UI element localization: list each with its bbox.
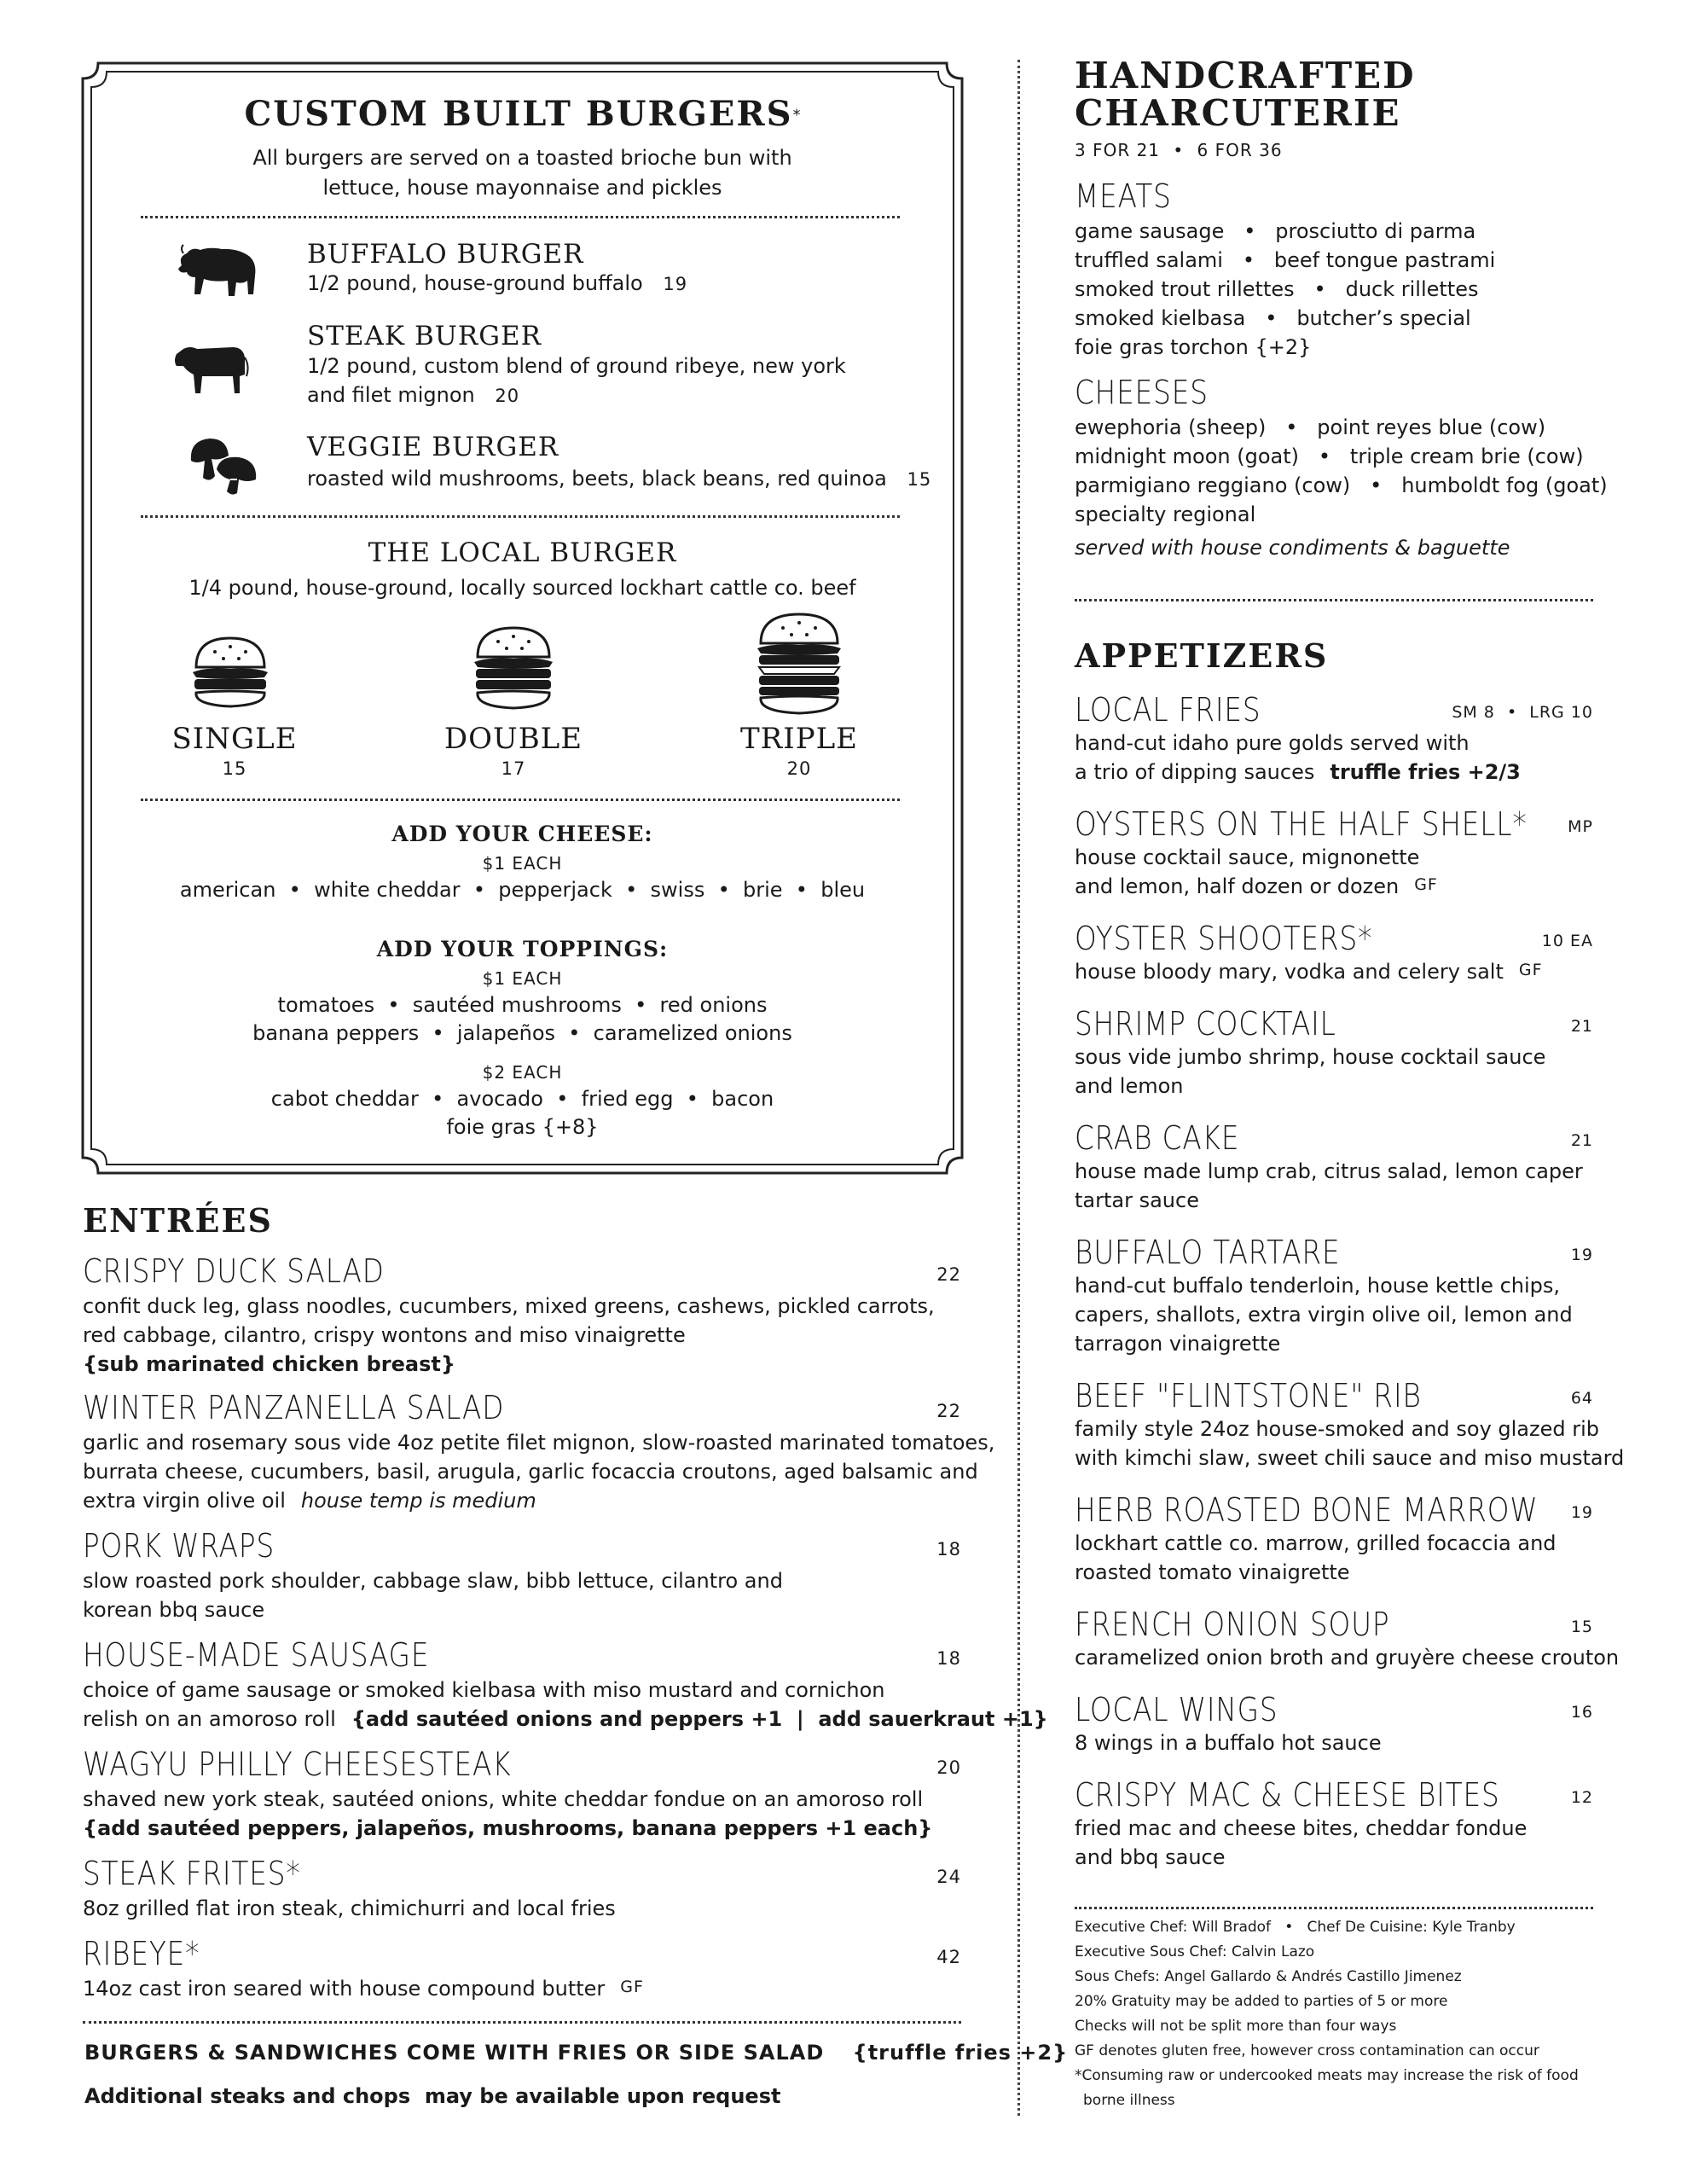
entree-name: WAGYU PHILLY CHEESESTEAK <box>83 1745 512 1783</box>
appetizer-name: LOCAL FRIES <box>1075 691 1261 729</box>
cheese-options: american • white cheddar • pepperjack • swiss • brie • bleu <box>179 878 866 902</box>
cheese-line: ewephoria (sheep) • point reyes blue (cow) <box>1075 415 1546 439</box>
entrees-footer-1 <box>84 2041 1068 2065</box>
cheese-title: ADD YOUR CHEESE: <box>391 822 653 846</box>
steak-burger-desc-2 <box>307 380 519 410</box>
appetizer-item <box>1075 920 1593 1005</box>
veggie-burger-desc-text: roasted wild mushrooms, beets, black beans, red quinoa <box>307 467 887 491</box>
double-burger-icon <box>469 623 559 712</box>
buffalo-burger-name: BUFFALO BURGER <box>307 239 584 270</box>
entree-item <box>83 1527 961 1636</box>
appetizer-price: 21 <box>1570 1017 1593 1036</box>
single-burger-icon <box>188 633 273 710</box>
entree-item <box>83 1252 961 1389</box>
size-single-price: 15 <box>222 758 247 779</box>
appetizer-desc-line: and lemon <box>1075 1074 1184 1098</box>
local-burger-title: THE LOCAL BURGER <box>368 537 677 568</box>
meat-line: smoked kielbasa • butcher’s special <box>1075 306 1471 330</box>
appetizer-gf: GF <box>1518 961 1543 979</box>
toppings-line-3: cabot cheddar • avocado • fried egg • bacon <box>270 1087 774 1111</box>
burgers-title-text: CUSTOM BUILT BURGERS <box>244 94 793 134</box>
charcuterie-served: served with house condiments & baguette <box>1075 536 1510 560</box>
cheese-line: midnight moon (goat) • triple cream brie (cow) <box>1075 444 1584 468</box>
entree-item <box>83 1855 961 1935</box>
veggie-burger-name: VEGGIE BURGER <box>307 432 559 462</box>
entree-item <box>83 1636 1048 1745</box>
entree-price: 18 <box>936 1648 961 1669</box>
credit-line: GF denotes gluten free, however cross contamination can occur <box>1075 2042 1539 2059</box>
appetizer-item <box>1075 1776 1593 1879</box>
meats-title: MEATS <box>1075 177 1172 215</box>
appetizer-price: 10 EA <box>1541 932 1593 950</box>
size-single-name: SINGLE <box>171 722 298 756</box>
appetizer-item <box>1075 1119 1593 1234</box>
appetizer-price: MP <box>1568 817 1593 836</box>
divider <box>141 515 900 518</box>
appetizer-desc-line: 8 wings in a buffalo hot sauce <box>1075 1731 1382 1755</box>
veggie-burger-desc <box>307 464 931 494</box>
appetizer-bold-inline: truffle fries +2/3 <box>1330 760 1521 784</box>
toppings-title: ADD YOUR TOPPINGS: <box>376 937 669 961</box>
credit-line: Executive Sous Chef: Calvin Lazo <box>1075 1943 1315 1960</box>
entree-name: STEAK FRITES* <box>83 1855 301 1892</box>
entree-item <box>83 1389 995 1527</box>
appetizer-desc-line: and lemon, half dozen or dozen <box>1075 874 1400 898</box>
credit-line: Checks will not be split more than four ways <box>1075 2018 1397 2035</box>
entree-desc-line: shaved new york steak, sautéed onions, white cheddar fondue on an amoroso roll <box>83 1787 924 1811</box>
credit-line: *Consuming raw or undercooked meats may increase the risk of food <box>1075 2067 1579 2084</box>
appetizer-name: FRENCH ONION SOUP <box>1075 1606 1390 1643</box>
charcuterie-title-2: CHARCUTERIE <box>1075 92 1401 134</box>
appetizer-name: OYSTER SHOOTERS* <box>1075 920 1373 957</box>
appetizer-price: 19 <box>1570 1246 1593 1264</box>
entree-desc-line: garlic and rosemary sous vide 4oz petite filet mignon, slow-roasted marinated tomatoes, <box>83 1431 995 1455</box>
entree-desc-line: 14oz cast iron seared with house compound butter <box>83 1977 606 2001</box>
appetizer-price: 15 <box>1570 1618 1593 1636</box>
appetizer-desc-line: house bloody mary, vodka and celery salt <box>1075 960 1504 984</box>
burgers-title-mark: * <box>792 106 801 125</box>
charcuterie-title-1: HANDCRAFTED <box>1075 55 1416 96</box>
appetizer-name: HERB ROASTED BONE MARROW <box>1075 1491 1539 1529</box>
entree-name: RIBEYE* <box>83 1935 200 1972</box>
steak-burger-price: 20 <box>495 386 520 406</box>
appetizer-item <box>1075 1005 1593 1119</box>
entree-price: 22 <box>936 1264 961 1285</box>
credit-line: Executive Chef: Will Bradof • Chef De Cuisine: Kyle Tranby <box>1075 1919 1516 1936</box>
local-burger-desc: 1/4 pound, house-ground, locally sourced lockhart cattle co. beef <box>188 576 856 600</box>
toppings-price-note-1: $1 EACH <box>482 968 563 989</box>
appetizer-item <box>1075 1691 1593 1776</box>
size-triple-price: 20 <box>786 758 812 779</box>
appetizer-price: 19 <box>1570 1503 1593 1522</box>
appetizer-price: 21 <box>1570 1131 1593 1150</box>
entree-name: HOUSE-MADE SAUSAGE <box>83 1636 430 1674</box>
steak-burger-desc: 1/2 pound, custom blend of ground ribeye, new york <box>307 354 846 378</box>
appetizer-desc-line: with kimchi slaw, sweet chili sauce and miso mustard <box>1075 1446 1625 1470</box>
entrees-footer-1-text: BURGERS & SANDWICHES COME WITH FRIES OR SIDE SALAD <box>84 2041 825 2065</box>
appetizer-desc-line: tartar sauce <box>1075 1188 1199 1212</box>
charcuterie-pricing: 3 FOR 21 • 6 FOR 36 <box>1075 140 1283 160</box>
appetizer-name: BUFFALO TARTARE <box>1075 1234 1341 1271</box>
burgers-title <box>81 94 964 134</box>
appetizer-desc-line: fried mac and cheese bites, cheddar fondue <box>1075 1816 1528 1840</box>
appetizer-price: 64 <box>1570 1389 1593 1408</box>
appetizer-name: OYSTERS ON THE HALF SHELL* <box>1075 805 1528 843</box>
appetizer-name: CRISPY MAC & CHEESE BITES <box>1075 1776 1500 1814</box>
entree-name: CRISPY DUCK SALAD <box>83 1252 385 1290</box>
entree-extra-inline: {add sautéed onions and peppers +1 | add sauerkraut +1} <box>351 1707 1048 1731</box>
entree-price: 18 <box>936 1539 961 1560</box>
meat-line: smoked trout rillettes • duck rillettes <box>1075 277 1479 301</box>
appetizer-desc-line: family style 24oz house-smoked and soy glazed rib <box>1075 1417 1600 1441</box>
meat-line: foie gras torchon {+2} <box>1075 335 1312 359</box>
entree-desc-line: burrata cheese, cucumbers, basil, arugula, garlic focaccia croutons, aged balsamic and <box>83 1460 978 1484</box>
appetizer-item <box>1075 1606 1620 1691</box>
toppings-line-4: foie gras {+8} <box>446 1115 599 1139</box>
charcuterie-pricing-a: 3 FOR 21 <box>1075 140 1161 160</box>
appetizer-desc-line: sous vide jumbo shrimp, house cocktail sauce <box>1075 1045 1546 1069</box>
toppings-line-2: banana peppers • jalapeños • caramelized onions <box>252 1021 792 1045</box>
appetizer-item <box>1075 1491 1593 1606</box>
appetizer-desc-line: caramelized onion broth and gruyère cheese crouton <box>1075 1646 1620 1670</box>
appetizer-desc-line: house made lump crab, citrus salad, lemon caper <box>1075 1159 1583 1183</box>
appetizer-name: LOCAL WINGS <box>1075 1691 1278 1728</box>
appetizer-desc-line: and bbq sauce <box>1075 1845 1226 1869</box>
appetizer-desc-line: capers, shallots, extra virgin olive oil, lemon and <box>1075 1303 1573 1327</box>
entree-price: 24 <box>936 1867 961 1887</box>
mushroom-icon <box>186 435 261 497</box>
appetizer-desc-line: a trio of dipping sauces <box>1075 760 1315 784</box>
entree-price: 22 <box>936 1401 961 1421</box>
appetizer-desc-line: roasted tomato vinaigrette <box>1075 1560 1350 1584</box>
appetizer-desc-line: lockhart cattle co. marrow, grilled focaccia and <box>1075 1531 1557 1555</box>
credit-line: borne illness <box>1083 2092 1175 2109</box>
entree-desc-line: slow roasted pork shoulder, cabbage slaw, bibb lettuce, cilantro and <box>83 1569 783 1593</box>
entrees-footer-1b: {truffle fries +2} <box>852 2041 1069 2065</box>
entree-desc-line: confit duck leg, glass noodles, cucumbers, mixed greens, cashews, pickled carrots, <box>83 1294 935 1318</box>
appetizer-price: 12 <box>1570 1788 1593 1807</box>
triple-burger-icon <box>752 609 846 715</box>
entrees-footer-2: Additional steaks and chops may be available upon request <box>84 2084 781 2108</box>
cheese-price-note: $1 EACH <box>482 853 563 874</box>
entree-desc-line: korean bbq sauce <box>83 1598 265 1622</box>
column-divider <box>1017 60 1020 2116</box>
entree-note: house temp is medium <box>300 1489 536 1513</box>
credit-line: 20% Gratuity may be added to parties of 5 or more <box>1075 1993 1448 2010</box>
divider <box>1075 1907 1593 1909</box>
toppings-line-1: tomatoes • sautéed mushrooms • red onions <box>277 993 768 1017</box>
divider <box>141 799 900 801</box>
credit-line: Sous Chefs: Angel Gallardo & Andrés Castillo Jimenez <box>1075 1968 1462 1985</box>
entree-desc-line: 8oz grilled flat iron steak, chimichurri and local fries <box>83 1896 616 1920</box>
size-double-name: DOUBLE <box>443 722 583 756</box>
appetizer-name: SHRIMP COCKTAIL <box>1075 1005 1336 1043</box>
cheeses-list <box>1075 413 1608 529</box>
cheeses-title: CHEESES <box>1075 374 1209 411</box>
appetizers-list <box>1075 691 1625 1879</box>
divider <box>1075 599 1593 601</box>
entree-desc-line: extra virgin olive oil <box>83 1489 286 1513</box>
meats-list <box>1075 217 1495 362</box>
meat-line: game sausage • prosciutto di parma <box>1075 219 1476 243</box>
entree-desc-line: relish on an amoroso roll <box>83 1707 336 1731</box>
appetizer-desc-line: tarragon vinaigrette <box>1075 1332 1281 1356</box>
appetizer-price: SM 8 • LRG 10 <box>1452 703 1593 722</box>
burgers-subtitle-2: lettuce, house mayonnaise and pickles <box>322 176 722 200</box>
credits <box>1075 1915 1579 2113</box>
size-triple-name: TRIPLE <box>740 722 858 756</box>
appetizer-gf: GF <box>1414 875 1438 894</box>
appetizer-item <box>1075 1234 1593 1377</box>
divider <box>141 216 900 218</box>
appetizer-item <box>1075 1377 1625 1491</box>
entree-name: WINTER PANZANELLA SALAD <box>83 1389 505 1426</box>
appetizer-name: CRAB CAKE <box>1075 1119 1240 1157</box>
buffalo-burger-desc <box>307 269 687 299</box>
appetizer-desc-line: hand-cut idaho pure golds served with <box>1075 731 1470 755</box>
entrees-list <box>83 1252 1048 2015</box>
appetizer-item <box>1075 691 1593 805</box>
toppings-price-note-2: $2 EACH <box>482 1062 563 1083</box>
veggie-burger-price: 15 <box>907 469 932 490</box>
steak-burger-desc2-text: and filet mignon <box>307 383 475 407</box>
entree-name: PORK WRAPS <box>83 1527 275 1565</box>
entree-gf: GF <box>620 1978 644 1996</box>
entree-desc-line: choice of game sausage or smoked kielbasa with miso mustard and cornichon <box>83 1678 885 1702</box>
entree-extra: {sub marinated chicken breast} <box>83 1352 455 1376</box>
cow-icon <box>173 337 250 397</box>
entree-price: 20 <box>936 1757 961 1778</box>
entree-extra: {add sautéed peppers, jalapeños, mushrooms, banana peppers +1 each} <box>83 1816 933 1840</box>
appetizer-price: 16 <box>1570 1703 1593 1722</box>
entree-item <box>83 1745 961 1855</box>
buffalo-icon <box>175 241 260 299</box>
buffalo-burger-price: 19 <box>663 274 688 294</box>
size-double-price: 17 <box>501 758 526 779</box>
meat-line: truffled salami • beef tongue pastrami <box>1075 248 1496 272</box>
entrees-title: ENTRÉES <box>83 1201 273 1240</box>
appetizer-name: BEEF "FLINTSTONE" RIB <box>1075 1377 1422 1414</box>
appetizer-desc-line: house cocktail sauce, mignonette <box>1075 845 1420 869</box>
appetizer-item <box>1075 805 1593 920</box>
cheese-line: specialty regional <box>1075 502 1256 526</box>
entree-price: 42 <box>936 1947 961 1967</box>
charcuterie-pricing-b: 6 FOR 36 <box>1197 140 1283 160</box>
divider <box>83 2021 961 2024</box>
entree-desc-line: red cabbage, cilantro, crispy wontons and miso vinaigrette <box>83 1323 686 1347</box>
cheese-line: parmigiano reggiano (cow) • humboldt fog (goat) <box>1075 473 1608 497</box>
entree-item <box>83 1935 961 2015</box>
appetizers-title: APPETIZERS <box>1075 636 1329 675</box>
buffalo-burger-desc-text: 1/2 pound, house-ground buffalo <box>307 271 643 295</box>
appetizer-desc-line: hand-cut buffalo tenderloin, house kettle chips, <box>1075 1274 1561 1298</box>
steak-burger-name: STEAK BURGER <box>307 321 542 351</box>
burgers-subtitle-1: All burgers are served on a toasted brioche bun with <box>252 146 792 170</box>
